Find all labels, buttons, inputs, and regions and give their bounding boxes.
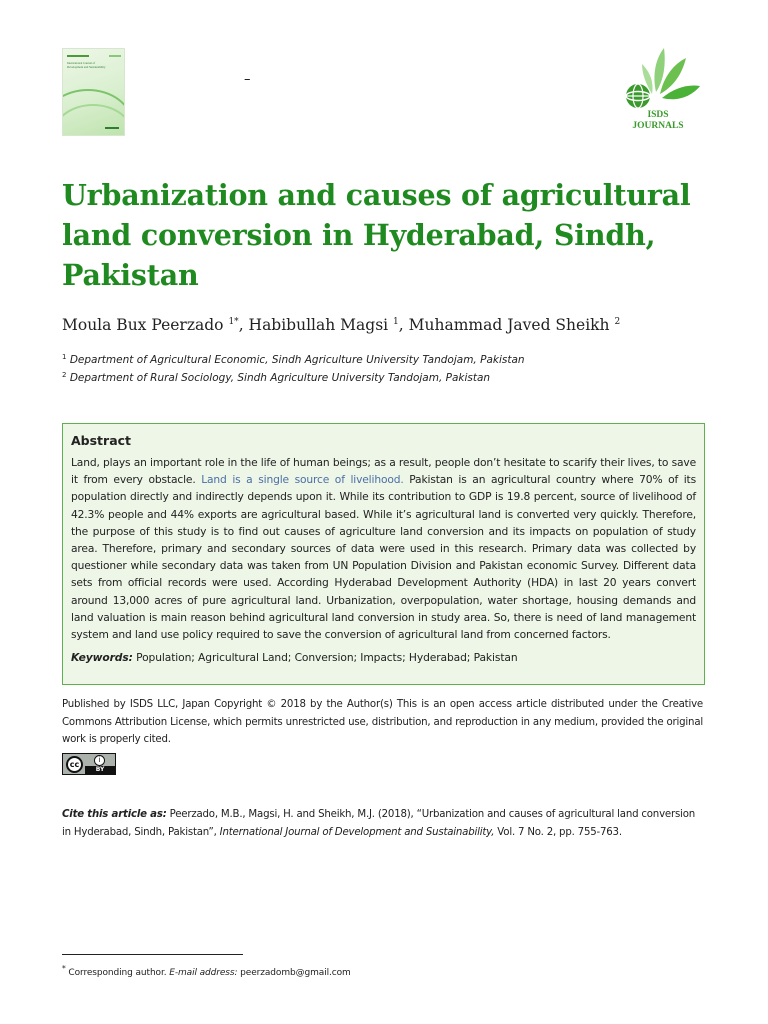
article-title: Urbanization and causes of agricultural land conversion in Hyderabad, Sindh, Pakistan	[62, 178, 691, 292]
citation-journal: International Journal of Development and Sustainability,	[219, 826, 495, 838]
citation	[62, 806, 703, 841]
affiliation-1	[62, 353, 525, 366]
email-label: E-mail address:	[169, 968, 238, 978]
affiliation-2	[62, 371, 490, 384]
author-separator: ,	[398, 316, 409, 334]
header-dash: –	[244, 72, 251, 87]
citation-text: Peerzado, M.B., Magsi, H. and Sheikh, M.J. (2018), “Urbanization and causes of agricultural land conversion in Hyderabad, Sindh, Pakistan”,	[62, 809, 695, 838]
license-statement: Published by ISDS LLC, Japan Copyright © 2018 by the Author(s) This is an open access article distributed under the Creative Commons Attribution License, which permits unrestricted use, distribution, and reproduction in any medium, provided the original work is properly cited.	[62, 699, 703, 745]
citation-volume: Vol. 7 No. 2, pp. 755-763.	[494, 826, 622, 838]
footnote-text: Corresponding author.	[65, 968, 170, 978]
affiliation-text: Department of Rural Sociology, Sindh Agriculture University Tandojam, Pakistan	[69, 372, 491, 384]
affiliation-text: Department of Agricultural Economic, Sindh Agriculture University Tandojam, Pakistan	[69, 354, 525, 366]
cc-by-label: BY	[85, 766, 115, 774]
cover-bar	[109, 55, 121, 57]
affiliation-marker: 2	[62, 371, 67, 379]
keywords	[71, 651, 696, 664]
cc-attribution-icon: i	[94, 755, 105, 766]
logo-text-journals: JOURNALS	[632, 121, 684, 131]
abstract-box	[62, 423, 705, 685]
abstract-text	[71, 454, 696, 643]
cc-by-badge-icon[interactable]	[62, 753, 116, 775]
author-list	[62, 316, 620, 334]
footnote-mark: *	[62, 964, 66, 973]
footnote	[62, 964, 351, 978]
cover-title: International Journal of Development and Sustainability	[67, 61, 106, 69]
author-affil-marker: 2	[614, 317, 621, 327]
author-name: Moula Bux Peerzado	[62, 316, 224, 334]
abstract-text-part: Pakistan is an agricultural country where 70% of its population directly and indirectly depends upon it. While its contribution to GDP is 19.8 percent, source of livelihood of 42.3% people and 44% exports are agricultural based. While it’s agricultural land is converted very quickly. Therefore, the purpose of this study is to find out causes of agriculture land conversion and its impacts on population of study area. Therefore, primary and secondary sources of data were used in this research. Primary data was collected by questioner while secondary data was taken from UN Population Division and Pakistan economic Survey. Different data sets from official records were used. According Hyderabad Development Authority (HDA) in last 20 years convert around 13,000 acres of pure agricultural land. Urbanization, overpopulation, water shortage, housing demands and land valuation is main reason behind agricultural land conversion in study area. So, there is need of land management system and land use policy required to save the conversion of agricultural land from concerned factors.	[71, 473, 696, 642]
cc-symbol-icon: cc	[66, 756, 83, 773]
keywords-list: Population; Agricultural Land; Conversion; Impacts; Hyderabad; Pakistan	[136, 651, 518, 665]
keywords-label: Keywords:	[71, 651, 133, 665]
email-address[interactable]: peerzadomb@gmail.com	[237, 968, 351, 978]
author-affil-marker: 1*	[228, 317, 239, 327]
abstract-text-part: Land, plays an important role in the life of human beings; as a result, people don’t hesitate to scarify their lives, to save it from every obstacle.	[71, 456, 696, 487]
abstract-heading: Abstract	[71, 433, 132, 448]
author-name: Habibullah Magsi	[248, 316, 389, 334]
cover-bar	[67, 55, 89, 57]
author-name: Muhammad Javed Sheikh	[408, 316, 610, 334]
author-affil-marker: 1	[393, 317, 399, 327]
cover-swoosh	[62, 104, 125, 136]
logo-text	[612, 110, 704, 132]
abstract-highlight: Land is a single source of livelihood.	[201, 473, 404, 487]
footnote-divider	[62, 954, 243, 955]
journal-cover-thumbnail	[62, 48, 125, 136]
cover-bar	[105, 127, 119, 129]
logo-text-isds: ISDS	[647, 110, 669, 120]
author-separator: ,	[238, 316, 249, 334]
citation-label: Cite this article as:	[62, 809, 167, 820]
affiliation-marker: 1	[62, 353, 67, 361]
